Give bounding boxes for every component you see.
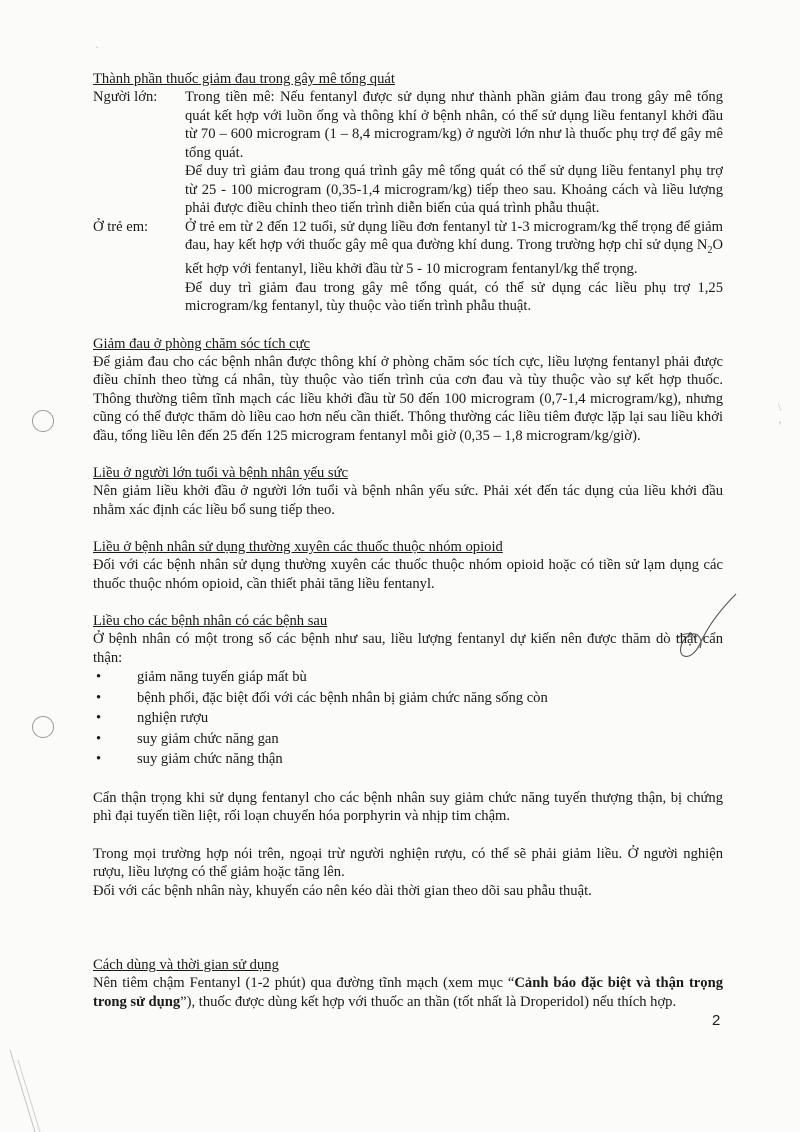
list-item: • bệnh phổi, đặc biệt đối với các bệnh nhân bị giảm chức năng sống còn	[93, 688, 723, 709]
scan-speck: ·	[95, 40, 99, 54]
list-item: • nghiện rượu	[93, 708, 723, 729]
comorbidities-list	[93, 667, 723, 770]
section-heading: Liều cho các bệnh nhân có các bệnh sau	[93, 613, 328, 630]
section-heading: Thành phần thuốc giảm đau trong gây mê tổng quát	[93, 71, 395, 87]
adult-label: Người lớn:	[93, 89, 158, 105]
section-heading: Liều ở bệnh nhân sử dụng thường xuyên các thuốc thuộc nhóm opioid	[93, 539, 503, 556]
adult-maintenance-paragraph: Để duy trì giảm đau trong quá trình gây mê tổng quát có thể sử dụng liều fentanyl phụ trợ từ 25 - 100 microgram (0,35-1,4 microgram/kg) tiếp theo sau. Khoảng cách và liều lượng phải được điều chỉnh theo tiến trình diễn biến của quá trình phẫu thuật.	[185, 163, 723, 216]
opioid-paragraph: Đối với các bệnh nhân sử dụng thường xuyên các thuốc thuộc nhóm opioid hoặc có tiền sử lạm dụng các thuốc thuộc nhóm opioid, cần thiết phải tăng liều fentanyl.	[93, 557, 723, 592]
section-heading: Liều ở người lớn tuổi và bệnh nhân yếu sức	[93, 465, 348, 482]
caution-paragraph: Cẩn thận trọng khi sử dụng fentanyl cho các bệnh nhân suy giảm chức năng tuyến thượng thận, bị chứng phì đại tuyến tiền liệt, rối loạn chuyển hóa porphyrin và nhịp tim chậm.	[93, 789, 723, 825]
section-administration	[93, 956, 723, 1011]
adult-dosage-row	[93, 88, 723, 218]
list-item: • suy giảm chức năng thận	[93, 749, 723, 770]
adult-paragraph: Trong tiền mê: Nếu fentanyl được sử dụng như thành phần giảm đau trong gây mê tổng quát kết hợp với luồn ống và thông khí ở bệnh nhân, có thể sử dụng liều fentanyl khởi đầu từ 70 – 600 microgram (1 – 8,4 microgram/kg) ở người lớn như là thuốc phụ trợ để gây mê tổng quát.	[185, 89, 723, 161]
punch-hole-top	[32, 410, 54, 432]
scan-edge-line	[0, 1050, 60, 1132]
section-general-anesthesia	[93, 70, 723, 316]
section-heading: Giảm đau ở phòng chăm sóc tích cực	[93, 335, 311, 352]
margin-mark: \	[778, 400, 782, 414]
child-label: Ở trẻ em:	[93, 218, 149, 235]
dose-adjustment-paragraph: Trong mọi trường hợp nói trên, ngoại trừ người nghiện rượu, có thể sẽ phải giảm liều. Ở người nghiện rượu, liều lượng có thể giảm hoặc tăng lên.	[93, 845, 723, 881]
section-elderly	[93, 464, 723, 519]
document-page	[93, 70, 723, 1011]
section-comorbidities	[93, 612, 723, 900]
section-icu	[93, 335, 723, 446]
list-item: • suy giảm chức năng gan	[93, 729, 723, 750]
list-item: • giảm năng tuyến giáp mất bù	[93, 667, 723, 688]
page-number: 2	[712, 1012, 721, 1029]
margin-mark: ’	[778, 418, 782, 432]
child-paragraph: Ở trẻ em từ 2 đến 12 tuổi, sử dụng liều đơn fentanyl từ 1-3 microgram/kg thể trọng để giảm đau, hay kết hợp với thuốc gây mê qua đường khí dung. Trong trường hợp chỉ sử dụng $N_2O$ kết hợp với fentanyl, liều khởi đầu từ 5 - 10 microgram fentanyl/kg thể trọng.	[185, 218, 723, 278]
punch-hole-bottom	[32, 716, 54, 738]
administration-paragraph: Nên tiêm chậm Fentanyl (1-2 phút) qua đường tĩnh mạch (xem mục “Cảnh báo đặc biệt và thận trọng trong sử dụng”), thuốc được dùng kết hợp với thuốc an thần (tốt nhất là Droperidol) nếu thích hợp.	[93, 975, 723, 1010]
child-maintenance-paragraph: Để duy trì giảm đau trong gây mê tổng quát, có thể sử dụng các liều phụ trợ 1,25 microgram/kg fentanyl, tùy thuộc vào tiến trình phẫu thuật.	[185, 279, 723, 315]
elderly-paragraph: Nên giảm liều khởi đầu ở người lớn tuổi và bệnh nhân yếu sức. Phải xét đến tác dụng của liều khởi đầu nhằm xác định các liều bổ sung tiếp theo.	[93, 483, 723, 518]
monitoring-paragraph: Đối với các bệnh nhân này, khuyến cáo nên kéo dài thời gian theo dõi sau phẫu thuật.	[93, 882, 592, 899]
comorbidities-intro: Ở bệnh nhân có một trong số các bệnh như sau, liều lượng fentanyl dự kiến nên được thăm dò thật cẩn thận:	[93, 631, 723, 666]
section-heading: Cách dùng và thời gian sử dụng	[93, 957, 279, 974]
child-dosage-row	[93, 218, 723, 316]
icu-paragraph: Để giảm đau cho các bệnh nhân được thông khí ở phòng chăm sóc tích cực, liều lượng fentanyl phải được điều chỉnh theo từng cá nhân, tùy thuộc vào tiến trình của cơn đau và tùy thuộc vào sự kết hợp thuốc. Thông thường tiêm tĩnh mạch các liều khởi đầu từ 50 đến 100 microgram (0,7-1,4 microgram/kg), nhưng cũng có thể được thăm dò liều cao hơn nếu cần thiết. Thông thường các liều tiêm được lặp lại sau liều khởi đầu, tổng liều lên đến 25 đến 125 microgram fentanyl mỗi giờ (0,35 – 1,8 microgram/kg/giờ).	[93, 353, 723, 444]
section-opioid-users	[93, 538, 723, 593]
